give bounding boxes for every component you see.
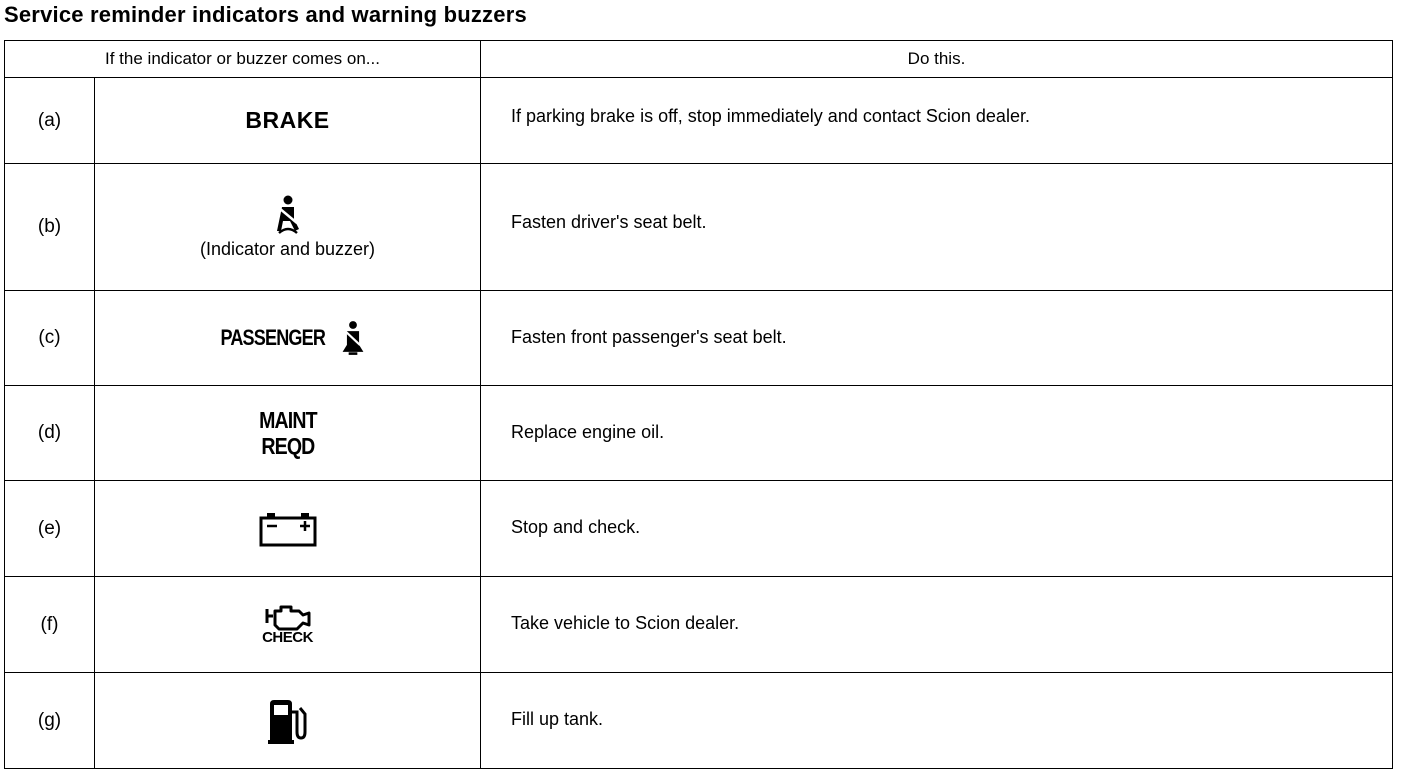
indicator-cell bbox=[95, 386, 481, 481]
action-cell bbox=[481, 577, 1393, 673]
action-cell bbox=[481, 291, 1393, 386]
indicator-cell bbox=[95, 577, 481, 673]
row-label: (g) bbox=[5, 673, 95, 769]
indicator-cell bbox=[95, 481, 481, 577]
table-row bbox=[5, 164, 1393, 291]
passenger-indicator-text: PASSENGER bbox=[219, 325, 325, 350]
indicator-cell bbox=[95, 164, 481, 291]
row-label: (f) bbox=[5, 577, 95, 673]
check-text: CHECK bbox=[262, 628, 313, 646]
table-row bbox=[5, 577, 1393, 673]
maint-reqd-indicator bbox=[259, 407, 317, 459]
action-text: Replace engine oil. bbox=[511, 422, 665, 442]
header-action: Do this. bbox=[481, 41, 1393, 78]
table-row bbox=[5, 673, 1393, 769]
table-row bbox=[5, 78, 1393, 164]
page-title: Service reminder indicators and warning buzzers bbox=[4, 2, 527, 27]
row-label: (e) bbox=[5, 481, 95, 577]
table-row bbox=[5, 386, 1393, 481]
table-row bbox=[5, 291, 1393, 386]
row-label: (c) bbox=[5, 291, 95, 386]
action-cell bbox=[481, 673, 1393, 769]
action-text: If parking brake is off, stop immediately and contact Scion dealer. bbox=[511, 106, 1030, 126]
reqd-text: REQD bbox=[260, 433, 315, 459]
header-indicator: If the indicator or buzzer comes on... bbox=[5, 41, 481, 78]
indicator-cell bbox=[95, 291, 481, 386]
seat-belt-icon bbox=[273, 206, 303, 223]
battery-icon bbox=[259, 520, 317, 537]
brake-indicator-text: BRAKE bbox=[245, 107, 330, 133]
maint-text: MAINT bbox=[258, 407, 317, 433]
action-text: Stop and check. bbox=[511, 517, 641, 537]
action-cell bbox=[481, 164, 1393, 291]
indicator-cell bbox=[95, 673, 481, 769]
row-label: (d) bbox=[5, 386, 95, 481]
action-cell bbox=[481, 386, 1393, 481]
action-text: Take vehicle to Scion dealer. bbox=[511, 613, 740, 633]
indicator-table bbox=[4, 40, 1393, 769]
engine-check-icon bbox=[262, 603, 313, 645]
action-text: Fasten front passenger's seat belt. bbox=[511, 327, 787, 347]
row-label: (b) bbox=[5, 164, 95, 291]
indicator-subtitle: (Indicator and buzzer) bbox=[199, 238, 376, 259]
fuel-pump-icon bbox=[266, 712, 310, 729]
action-cell bbox=[481, 78, 1393, 164]
table-header-row bbox=[5, 41, 1393, 78]
action-cell bbox=[481, 481, 1393, 577]
indicator-cell bbox=[95, 78, 481, 164]
table-row bbox=[5, 481, 1393, 577]
action-text: Fill up tank. bbox=[511, 709, 604, 729]
row-label: (a) bbox=[5, 78, 95, 164]
passenger-seat-belt-icon bbox=[340, 329, 366, 346]
action-text: Fasten driver's seat belt. bbox=[511, 212, 707, 232]
